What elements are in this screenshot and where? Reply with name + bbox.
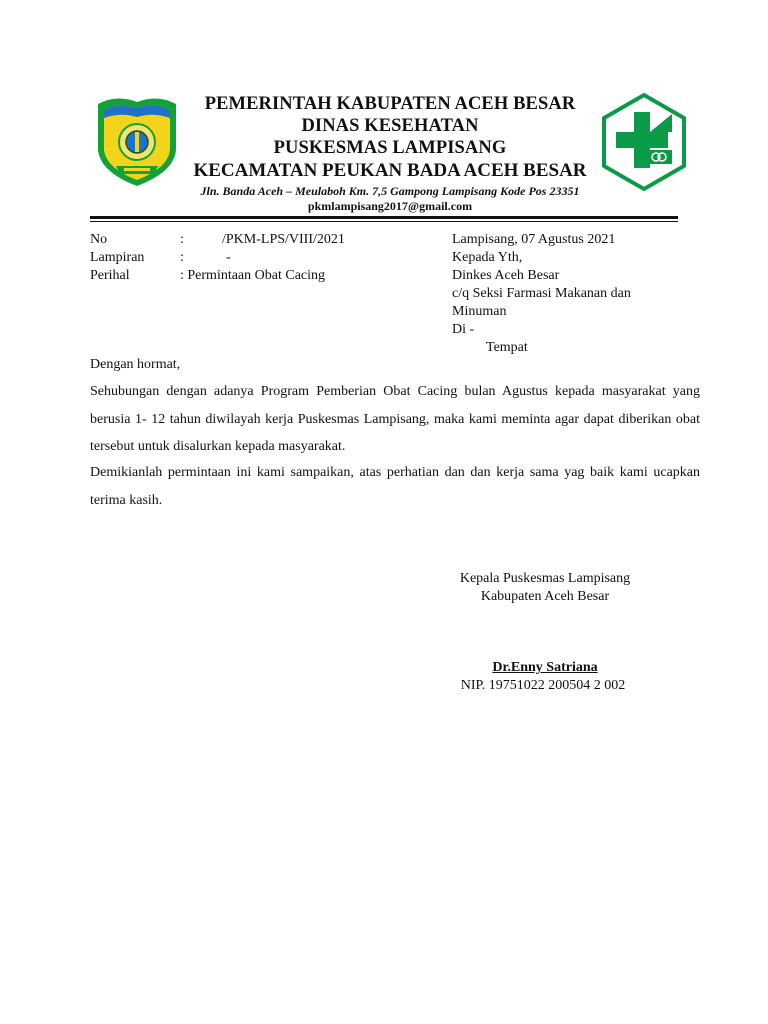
aceh-besar-seal-icon: [94, 92, 180, 188]
recipient-salutation: Kepada Yth,: [452, 250, 523, 265]
letterhead: [180, 93, 600, 214]
signature-nip-block: [418, 677, 668, 695]
recipient-section-cont: Minuman: [452, 304, 507, 319]
perihal-label: Perihal: [90, 268, 130, 283]
letterhead-address: Jln. Banda Aceh – Meulaboh Km. 7,5 Gampong Lampisang Kode Pos 23351: [200, 184, 580, 198]
recipient-di: Di -: [452, 322, 475, 337]
letterhead-puskesmas: PUSKESMAS LAMPISANG: [273, 138, 507, 158]
puskesmas-cross-icon: [600, 92, 688, 192]
signature-block: [420, 570, 670, 606]
letter-meta: [0, 231, 440, 291]
lampiran-label: Lampiran: [90, 250, 145, 265]
perihal-value: : Permintaan Obat Cacing: [180, 268, 326, 283]
recipient-tempat: Tempat: [486, 340, 528, 355]
signature-name: Dr.Enny Satriana: [492, 660, 598, 675]
lampiran-colon: :: [180, 250, 184, 265]
no-value: /PKM-LPS/VIII/2021: [222, 232, 345, 247]
recipient-office: Dinkes Aceh Besar: [452, 268, 560, 283]
letterhead-email: pkmlampisang2017@gmail.com: [307, 199, 473, 213]
no-colon: :: [180, 232, 184, 247]
body-paragraph-2: Demikianlah permintaan ini kami sampaikan, atas perhatian dan dan kerja sama yag baik kami ucapkan terima kasih.: [90, 465, 700, 508]
signature-name-block: [420, 659, 670, 677]
no-label: No: [90, 232, 108, 247]
letterhead-rule-thin: [90, 221, 678, 222]
lampiran-value: -: [226, 250, 231, 265]
recipient-section: c/q Seksi Farmasi Makanan dan: [452, 286, 631, 301]
signature-nip: NIP. 19751022 200504 2 002: [460, 678, 626, 693]
body-paragraph-1: Sehubungan dengan adanya Program Pemberian Obat Cacing bulan Agustus kepada masyarakat yang berusia 1- 12 tahun diwilayah kerja Puskesmas Lampisang, maka kami meminta agar dapat diberikan obat tersebut untuk disalurkan kepada masyarakat.: [90, 384, 700, 454]
signature-title: Kepala Puskesmas Lampisang: [459, 571, 631, 586]
place-date: Lampisang, 07 Agustus 2021: [452, 232, 616, 247]
letterhead-rule-thick: [90, 216, 678, 219]
letterhead-government: PEMERINTAH KABUPATEN ACEH BESAR: [204, 94, 576, 114]
letterhead-district: KECAMATAN PEUKAN BADA ACEH BESAR: [193, 160, 587, 181]
signature-region: Kabupaten Aceh Besar: [480, 589, 610, 604]
recipient-block: [452, 231, 692, 357]
greeting: Dengan hormat,: [90, 357, 181, 372]
letterhead-department: DINAS KESEHATAN: [301, 116, 479, 136]
